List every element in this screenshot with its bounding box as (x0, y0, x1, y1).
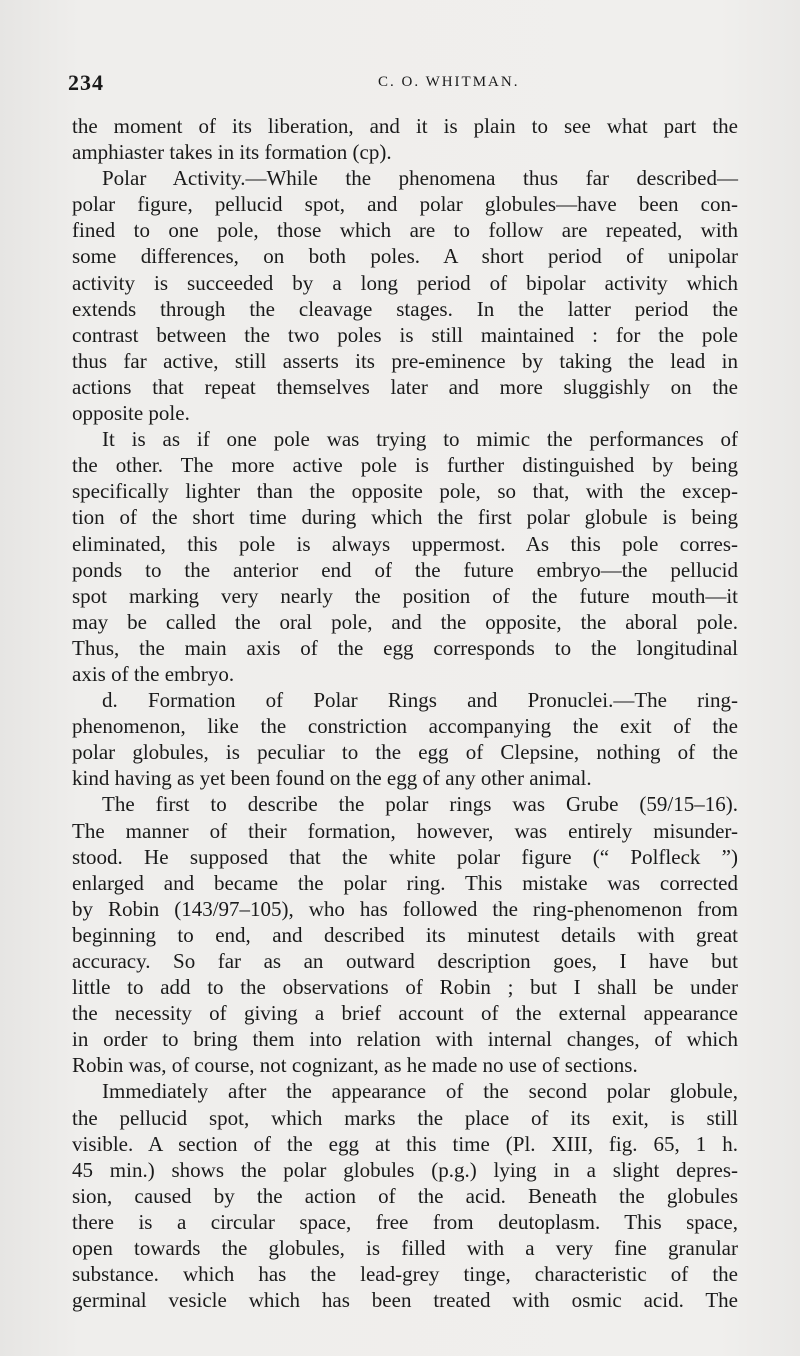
text-line: substance. which has the lead-grey tinge, characteristic of the (72, 1262, 738, 1287)
text-line: kind having as yet been found on the egg of any other animal. (72, 766, 592, 791)
text-line: phenomenon, like the constriction accompanying the exit of the (72, 714, 738, 739)
text-line: axis of the embryo. (72, 661, 235, 686)
text-line: eliminated, this pole is always uppermost. As this pole corres- (72, 531, 738, 556)
text-line: Robin was, of course, not cognizant, as he made no use of sections. (72, 1053, 638, 1078)
running-head: C. O. WHITMAN. (378, 74, 520, 90)
text-line: fined to one pole, those which are to follow are repeated, with (72, 218, 738, 243)
text-line: Immediately after the appearance of the second polar globule, (102, 1079, 738, 1104)
text-line: actions that repeat themselves later and more sluggishly on the (72, 374, 738, 399)
text-line: Thus, the main axis of the egg corresponds to the longitudinal (72, 635, 738, 660)
text-line: visible. A section of the egg at this time (Pl. XIII, fig. 65, 1 h. (72, 1131, 738, 1156)
text-line: d. Formation of Polar Rings and Pronuclei.—The ring- (102, 688, 738, 713)
text-line: contrast between the two poles is still maintained : for the pole (72, 322, 738, 347)
text-line: in order to bring them into relation with internal changes, of which (72, 1027, 738, 1052)
text-line: 45 min.) shows the polar globules (p.g.) lying in a slight depres- (72, 1157, 738, 1182)
page-number: 234 (68, 70, 104, 95)
text-line: opposite pole. (72, 401, 190, 426)
text-line: ponds to the anterior end of the future embryo—the pellucid (72, 557, 738, 582)
text-line: the moment of its liberation, and it is plain to see what part the (72, 114, 738, 138)
text-line: there is a circular space, free from deutoplasm. This space, (72, 1209, 738, 1234)
text-line: open towards the globules, is filled with a very fine granular (72, 1236, 738, 1261)
page-header (68, 70, 738, 98)
text-line: by Robin (143/97–105), who has followed the ring-phenomenon from (72, 896, 738, 921)
text-line: specifically lighter than the opposite pole, so that, with the excep- (72, 479, 738, 504)
text-line: the other. The more active pole is further distinguished by being (72, 453, 738, 478)
text-line: The manner of their formation, however, was entirely misunder- (72, 818, 738, 843)
text-line: spot marking very nearly the position of the future mouth—it (72, 583, 738, 608)
text-line: sion, caused by the action of the acid. Beneath the globules (72, 1183, 738, 1208)
text-line: accuracy. So far as an outward description goes, I have but (72, 949, 738, 973)
text-line: enlarged and became the polar ring. This mistake was corrected (72, 870, 738, 895)
text-line: amphiaster takes in its formation (cp). (72, 140, 392, 165)
text-line: the necessity of giving a brief account of the external appearance (72, 1001, 738, 1026)
text-line: The first to describe the polar rings was Grube (59/15–16). (102, 792, 738, 817)
text-line: beginning to end, and described its minutest details with great (72, 922, 738, 947)
text-line: germinal vesicle which has been treated with osmic acid. The (72, 1288, 738, 1313)
text-line: polar figure, pellucid spot, and polar globules—have been con- (72, 192, 738, 217)
text-line: the pellucid spot, which marks the place of its exit, is still (72, 1105, 738, 1130)
text-line: extends through the cleavage stages. In the latter period the (72, 296, 738, 321)
text-line: stood. He supposed that the white polar figure (“ Polfleck ”) (72, 844, 738, 869)
body-text (72, 113, 738, 1313)
text-line: some differences, on both poles. A short period of unipolar (72, 244, 738, 269)
text-line: It is as if one pole was trying to mimic the performances of (102, 427, 738, 452)
text-line: tion of the short time during which the first polar globule is being (72, 505, 738, 530)
text-line: polar globules, is peculiar to the egg of Clepsine, nothing of the (72, 740, 738, 765)
text-line: thus far active, still asserts its pre-eminence by taking the lead in (72, 348, 738, 373)
text-line: little to add to the observations of Robin ; but I shall be under (72, 975, 738, 1000)
text-line: Polar Activity.—While the phenomena thus far described— (102, 166, 738, 191)
text-line: activity is succeeded by a long period of bipolar activity which (72, 270, 738, 295)
text-line: may be called the oral pole, and the opposite, the aboral pole. (72, 609, 738, 634)
